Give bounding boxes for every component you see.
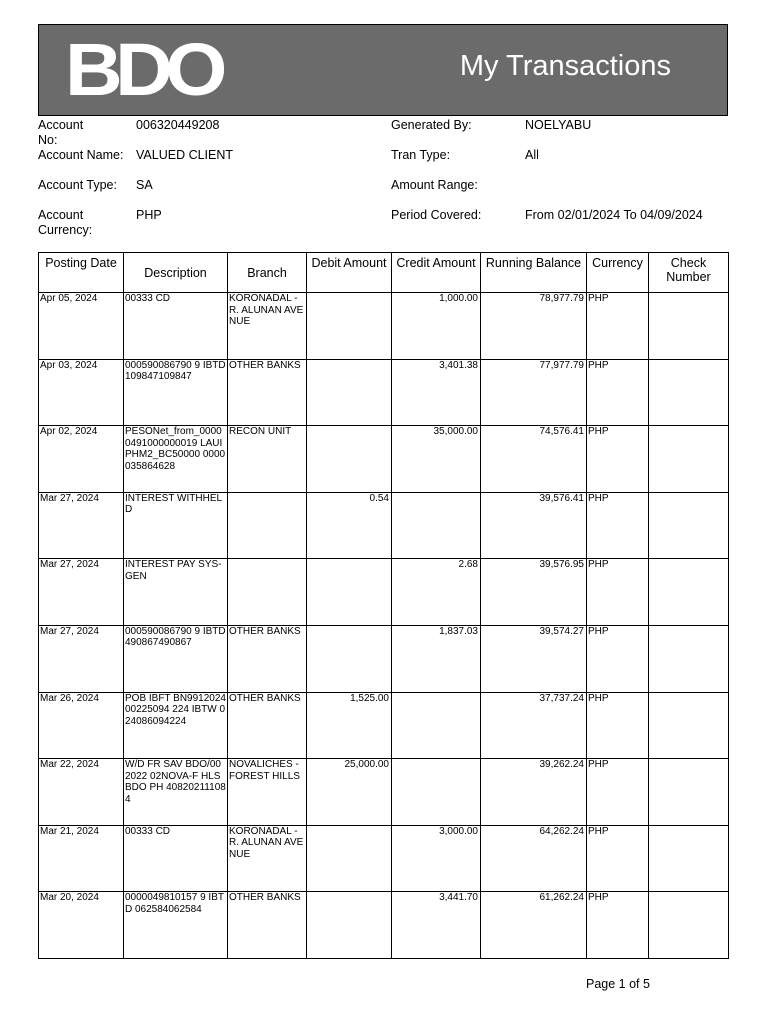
cell-check-number bbox=[649, 492, 729, 559]
table-row bbox=[39, 759, 729, 826]
cell-check-number bbox=[649, 426, 729, 493]
cell-currency: PHP bbox=[587, 759, 649, 826]
cell-running-balance: 39,576.95 bbox=[481, 559, 587, 626]
cell-debit bbox=[307, 825, 392, 892]
cell-check-number bbox=[649, 825, 729, 892]
column-header-running-balance: Running Balance bbox=[481, 253, 587, 293]
cell-currency: PHP bbox=[587, 492, 649, 559]
cell-running-balance: 61,262.24 bbox=[481, 892, 587, 959]
column-header-posting-date: Posting Date bbox=[39, 253, 124, 293]
cell-branch: OTHER BANKS bbox=[228, 359, 307, 426]
cell-posting-date: Mar 27, 2024 bbox=[39, 559, 124, 626]
cell-running-balance: 64,262.24 bbox=[481, 825, 587, 892]
cell-check-number bbox=[649, 892, 729, 959]
table-header-row bbox=[39, 253, 729, 293]
cell-posting-date: Mar 27, 2024 bbox=[39, 625, 124, 692]
cell-currency: PHP bbox=[587, 426, 649, 493]
account-name-label: Account Name: bbox=[38, 148, 124, 162]
cell-credit: 1,837.03 bbox=[392, 625, 481, 692]
cell-description: 00333 CD bbox=[124, 825, 228, 892]
cell-running-balance: 74,576.41 bbox=[481, 426, 587, 493]
cell-posting-date: Apr 03, 2024 bbox=[39, 359, 124, 426]
cell-debit bbox=[307, 359, 392, 426]
cell-description: INTEREST PAY SYS-GEN bbox=[124, 559, 228, 626]
account-type-value: SA bbox=[136, 178, 153, 192]
cell-currency: PHP bbox=[587, 625, 649, 692]
cell-credit: 1,000.00 bbox=[392, 293, 481, 360]
account-currency-label-line1: Account bbox=[38, 208, 84, 222]
cell-description: 000590086790 9 IBTD 490867490867 bbox=[124, 625, 228, 692]
cell-debit bbox=[307, 559, 392, 626]
column-header-check-number: Check Number bbox=[649, 253, 729, 293]
table-row bbox=[39, 825, 729, 892]
cell-branch bbox=[228, 559, 307, 626]
cell-posting-date: Mar 26, 2024 bbox=[39, 692, 124, 759]
generated-by-label: Generated By: bbox=[391, 118, 472, 132]
cell-running-balance: 77,977.79 bbox=[481, 359, 587, 426]
table-row bbox=[39, 359, 729, 426]
column-header-debit-amount: Debit Amount bbox=[307, 253, 392, 293]
cell-branch: NOVALICHES - FOREST HILLS bbox=[228, 759, 307, 826]
cell-posting-date: Mar 27, 2024 bbox=[39, 492, 124, 559]
cell-currency: PHP bbox=[587, 359, 649, 426]
table-row bbox=[39, 625, 729, 692]
cell-posting-date: Apr 05, 2024 bbox=[39, 293, 124, 360]
cell-check-number bbox=[649, 625, 729, 692]
cell-branch: KORONADAL - R. ALUNAN AVENUE bbox=[228, 825, 307, 892]
cell-check-number bbox=[649, 559, 729, 626]
cell-currency: PHP bbox=[587, 559, 649, 626]
cell-credit: 3,441.70 bbox=[392, 892, 481, 959]
cell-running-balance: 37,737.24 bbox=[481, 692, 587, 759]
account-number-label: Account No: bbox=[38, 118, 84, 147]
cell-debit: 1,525.00 bbox=[307, 692, 392, 759]
cell-description: W/D FR SAV BDO/002022 02NOVA-F HLS BDO PH 408202111084 bbox=[124, 759, 228, 826]
cell-debit bbox=[307, 892, 392, 959]
cell-posting-date: Mar 20, 2024 bbox=[39, 892, 124, 959]
account-currency-label-line2: Currency: bbox=[38, 223, 93, 237]
cell-currency: PHP bbox=[587, 692, 649, 759]
cell-description: PESONet_from_0000 0491000000019 LAUIPHM2_BC50000 0000035864628 bbox=[124, 426, 228, 493]
account-number-value: 006320449208 bbox=[136, 118, 220, 132]
column-header-currency: Currency bbox=[587, 253, 649, 293]
table-row bbox=[39, 426, 729, 493]
account-type-label: Account Type: bbox=[38, 178, 117, 192]
cell-running-balance: 39,574.27 bbox=[481, 625, 587, 692]
cell-running-balance: 39,576.41 bbox=[481, 492, 587, 559]
cell-credit bbox=[392, 692, 481, 759]
table-row bbox=[39, 692, 729, 759]
cell-check-number bbox=[649, 759, 729, 826]
column-header-branch: Branch bbox=[228, 253, 307, 293]
cell-check-number bbox=[649, 692, 729, 759]
cell-branch: OTHER BANKS bbox=[228, 692, 307, 759]
cell-check-number bbox=[649, 293, 729, 360]
cell-description: POB IBFT BN991202400225094 224 IBTW 024086094224 bbox=[124, 692, 228, 759]
cell-description: 00333 CD bbox=[124, 293, 228, 360]
period-covered-value: From 02/01/2024 To 04/09/2024 bbox=[525, 208, 703, 222]
cell-running-balance: 39,262.24 bbox=[481, 759, 587, 826]
cell-running-balance: 78,977.79 bbox=[481, 293, 587, 360]
table-row bbox=[39, 559, 729, 626]
cell-currency: PHP bbox=[587, 892, 649, 959]
cell-debit: 0.54 bbox=[307, 492, 392, 559]
tran-type-label: Tran Type: bbox=[391, 148, 451, 162]
cell-posting-date: Mar 22, 2024 bbox=[39, 759, 124, 826]
table-row bbox=[39, 293, 729, 360]
cell-description: INTEREST WITHHELD bbox=[124, 492, 228, 559]
cell-credit: 2.68 bbox=[392, 559, 481, 626]
table-row bbox=[39, 492, 729, 559]
header-banner bbox=[38, 24, 728, 116]
cell-debit bbox=[307, 625, 392, 692]
cell-branch: RECON UNIT bbox=[228, 426, 307, 493]
amount-range-label: Amount Range: bbox=[391, 178, 478, 192]
cell-description: 0000049810157 9 IBTD 062584062584 bbox=[124, 892, 228, 959]
cell-check-number bbox=[649, 359, 729, 426]
generated-by-value: NOELYABU bbox=[525, 118, 592, 132]
table-row bbox=[39, 892, 729, 959]
cell-posting-date: Mar 21, 2024 bbox=[39, 825, 124, 892]
cell-description: 000590086790 9 IBTD 109847109847 bbox=[124, 359, 228, 426]
cell-credit bbox=[392, 759, 481, 826]
period-covered-label: Period Covered: bbox=[391, 208, 482, 222]
cell-branch: OTHER BANKS bbox=[228, 892, 307, 959]
cell-branch: KORONADAL - R. ALUNAN AVENUE bbox=[228, 293, 307, 360]
cell-currency: PHP bbox=[587, 293, 649, 360]
cell-credit: 3,401.38 bbox=[392, 359, 481, 426]
cell-posting-date: Apr 02, 2024 bbox=[39, 426, 124, 493]
cell-credit: 35,000.00 bbox=[392, 426, 481, 493]
page-number: Page 1 of 5 bbox=[586, 977, 650, 991]
cell-branch bbox=[228, 492, 307, 559]
cell-debit: 25,000.00 bbox=[307, 759, 392, 826]
cell-credit: 3,000.00 bbox=[392, 825, 481, 892]
cell-debit bbox=[307, 426, 392, 493]
column-header-credit-amount: Credit Amount bbox=[392, 253, 481, 293]
tran-type-value: All bbox=[525, 148, 539, 162]
transactions-table bbox=[38, 252, 729, 959]
bdo-logo: BDO bbox=[65, 28, 220, 111]
cell-branch: OTHER BANKS bbox=[228, 625, 307, 692]
cell-debit bbox=[307, 293, 392, 360]
cell-credit bbox=[392, 492, 481, 559]
cell-currency: PHP bbox=[587, 825, 649, 892]
column-header-description: Description bbox=[124, 253, 228, 293]
page-title: My Transactions bbox=[459, 50, 671, 82]
account-currency-value: PHP bbox=[136, 208, 162, 222]
account-name-value: VALUED CLIENT bbox=[136, 148, 234, 162]
